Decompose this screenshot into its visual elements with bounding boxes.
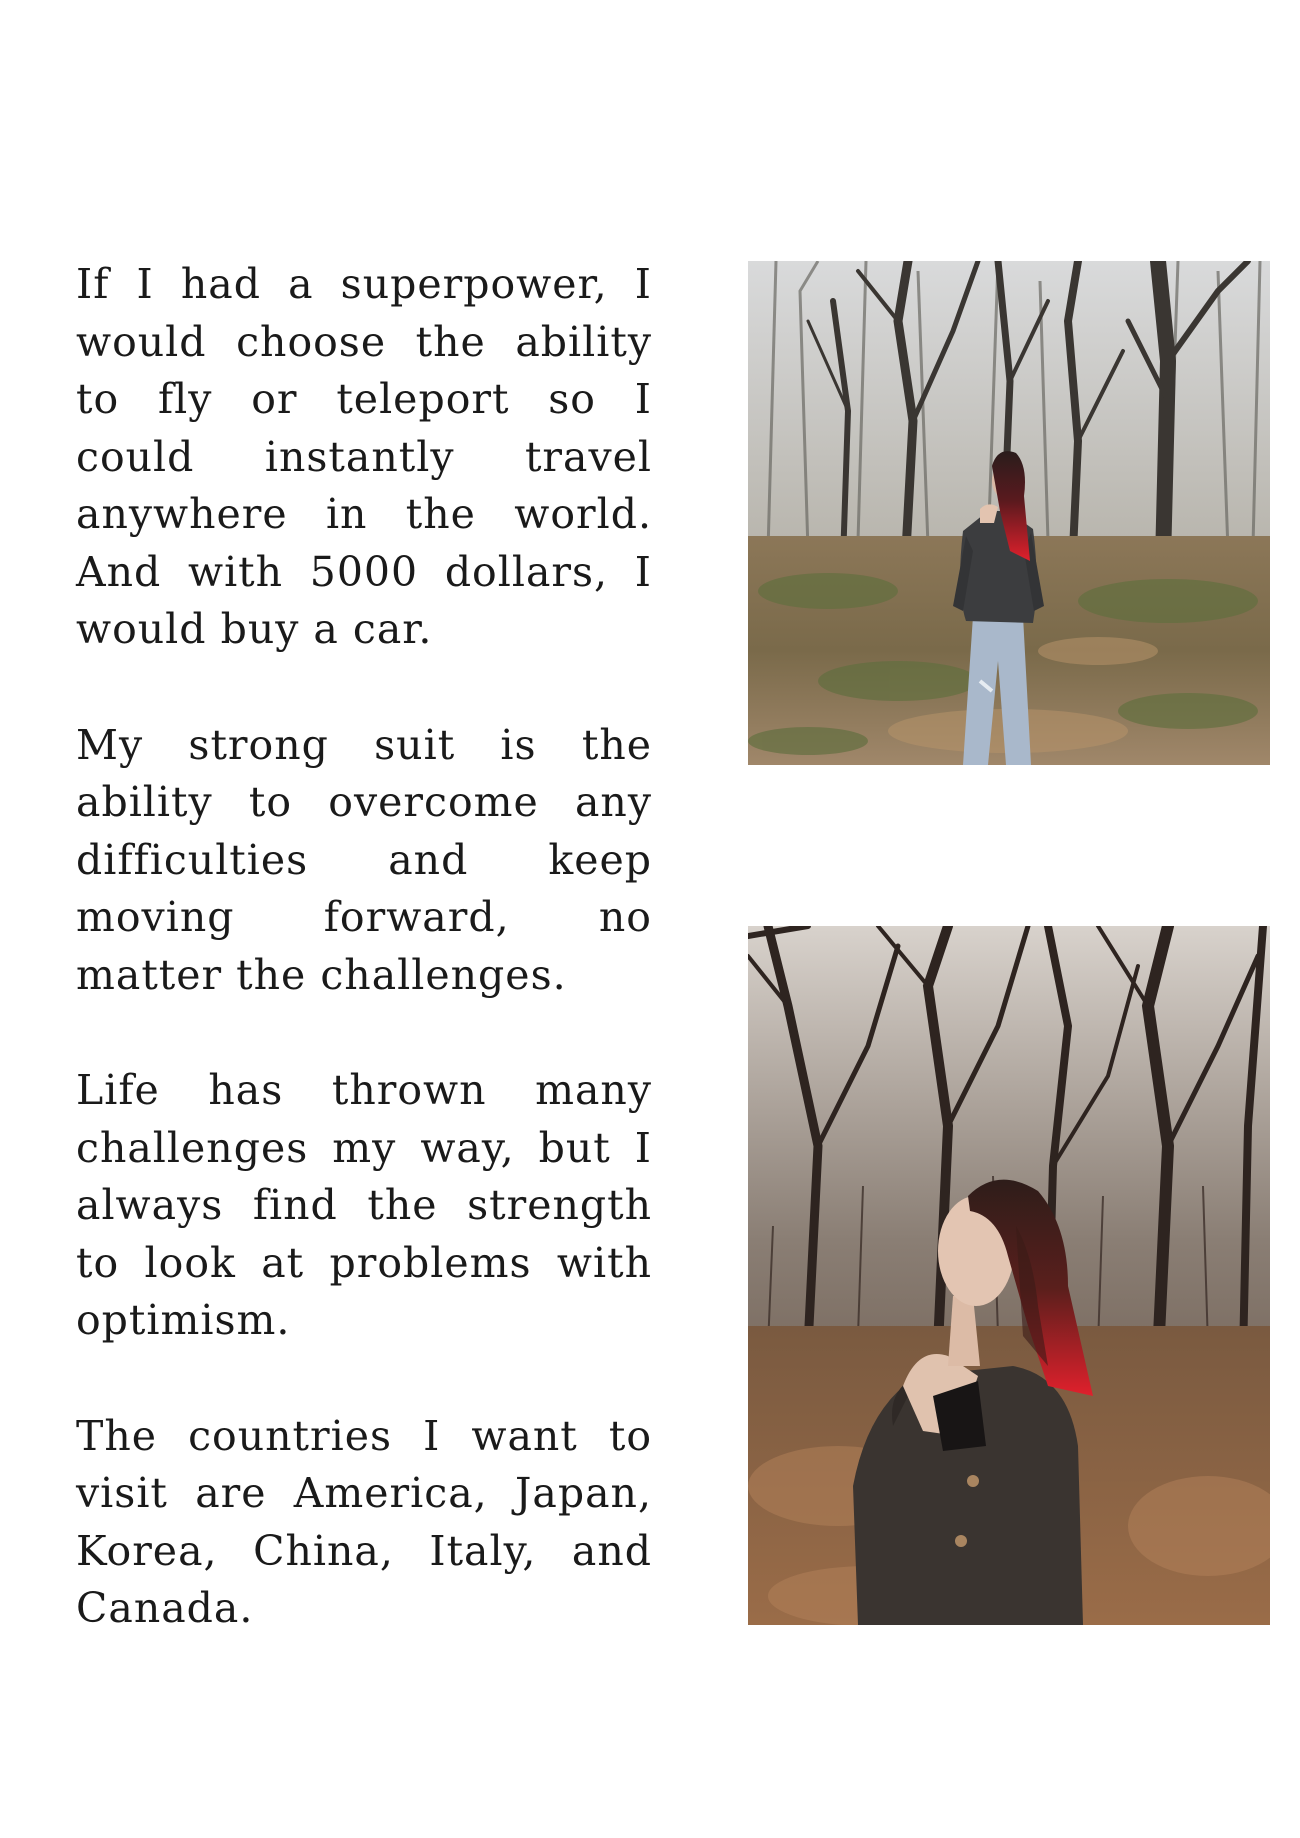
forest-photo-full-length [748,261,1270,765]
paragraph-countries: The countries I want to visit are America, Japan, Korea, China, Italy, and Canada. [76,1411,652,1632]
forest-photo-full-length-image [748,261,1270,765]
forest-photo-portrait [748,926,1270,1625]
paragraph-strong-suit: My strong suit is the ability to overcome any difficulties and keep moving forward, no matter the challenges. [76,720,652,999]
paragraph-optimism: Life has thrown many challenges my way, but I always find the strength to look at problems with optimism. [76,1066,652,1344]
button-detail-icon [967,1475,979,1487]
forest-photo-portrait-image [748,926,1270,1625]
text-column [76,256,652,1696]
paragraph-superpower: If I had a superpower, I would choose the ability to fly or teleport so I could instantly travel anywhere in the world. And with 5000 dollars, I would buy a car. [76,260,652,653]
